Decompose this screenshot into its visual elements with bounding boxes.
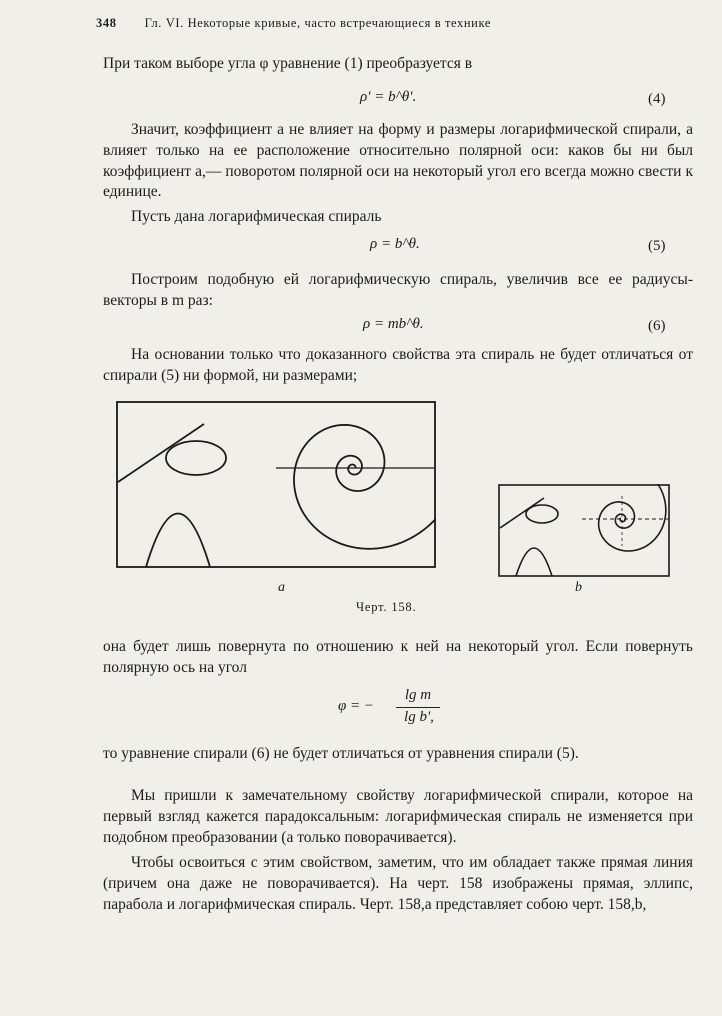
page-number: 348 xyxy=(96,16,117,30)
paragraph-5: На основании только что доказанного свойства эта спираль не будет отличаться от спирали (5) ни формой, ни размерами; xyxy=(103,346,693,384)
page-header xyxy=(96,16,662,31)
paragraph-7: то уравнение спирали (6) не будет отличаться от уравнения спирали (5). xyxy=(103,745,579,762)
paragraph-4: Построим подобную ей логарифмическую спираль, увеличив все ее радиусы-векторы в m раз: xyxy=(103,271,693,309)
running-title: Гл. VI. Некоторые кривые, часто встречающиеся в технике xyxy=(144,16,491,30)
paragraph-8: Мы пришли к замечательному свойству логарифмической спирали, которое на первый взгляд кажется парадоксальным: логарифмическая спираль не изменяется при подобном преобразовании (а только поворачивается). xyxy=(103,787,693,846)
paragraph-1: При таком выборе угла φ уравнение (1) преобразуется в xyxy=(103,55,473,72)
figure-a-log-spiral xyxy=(294,400,436,549)
figure-158a xyxy=(116,400,436,570)
equation-5: ρ = b^θ. xyxy=(370,236,420,252)
figure-158b xyxy=(498,484,670,578)
equation-7-denominator: lg b', xyxy=(404,709,434,725)
paragraph-2: Значит, коэффициент a не влияет на форму и размеры логарифмической спирали, а влияет только на ее расположение относительно полярной оси: каков бы ни был коэффициент a,— поворотом полярной оси на некоторый угол его всегда можно свести к единице. xyxy=(103,121,693,201)
figure-a-parabola xyxy=(146,514,210,568)
paragraph-3: Пусть дана логарифмическая спираль xyxy=(131,208,382,225)
equation-7-lhs: φ = − xyxy=(338,698,375,714)
paragraph-6: она будет лишь повернута по отношению к ней на некоторый угол. Если повернуть полярную ось на угол xyxy=(103,638,693,676)
equation-4: ρ′ = b^θ′. xyxy=(360,89,417,105)
equation-5-number: (5) xyxy=(648,238,666,254)
equation-7-numerator: lg m xyxy=(404,687,432,703)
equation-6-number: (6) xyxy=(648,318,666,334)
figure-b-label: b xyxy=(575,580,582,595)
paragraph-9: Чтобы освоиться с этим свойством, заметим, что им обладает также прямая линия (причем она даже не поворачивается). На черт. 158 изображены прямая, эллипс, парабола и логарифмическая спираль. Черт. 158,a представляет собою черт. 158,b, xyxy=(103,854,693,913)
equation-4-number: (4) xyxy=(648,91,666,107)
fraction-bar xyxy=(396,707,440,708)
figure-b-frame xyxy=(499,485,669,576)
figure-b-ellipse xyxy=(526,505,558,523)
figure-caption: Черт. 158. xyxy=(356,600,417,614)
figure-a-straight-line xyxy=(118,424,204,482)
figure-b-parabola xyxy=(516,548,552,576)
equation-6: ρ = mb^θ. xyxy=(363,316,424,332)
figure-a-label: a xyxy=(278,580,285,595)
figure-b-straight-line xyxy=(500,498,544,528)
figure-a-frame xyxy=(117,402,435,567)
figure-b-log-spiral xyxy=(599,484,666,551)
figure-a-ellipse xyxy=(166,441,226,475)
